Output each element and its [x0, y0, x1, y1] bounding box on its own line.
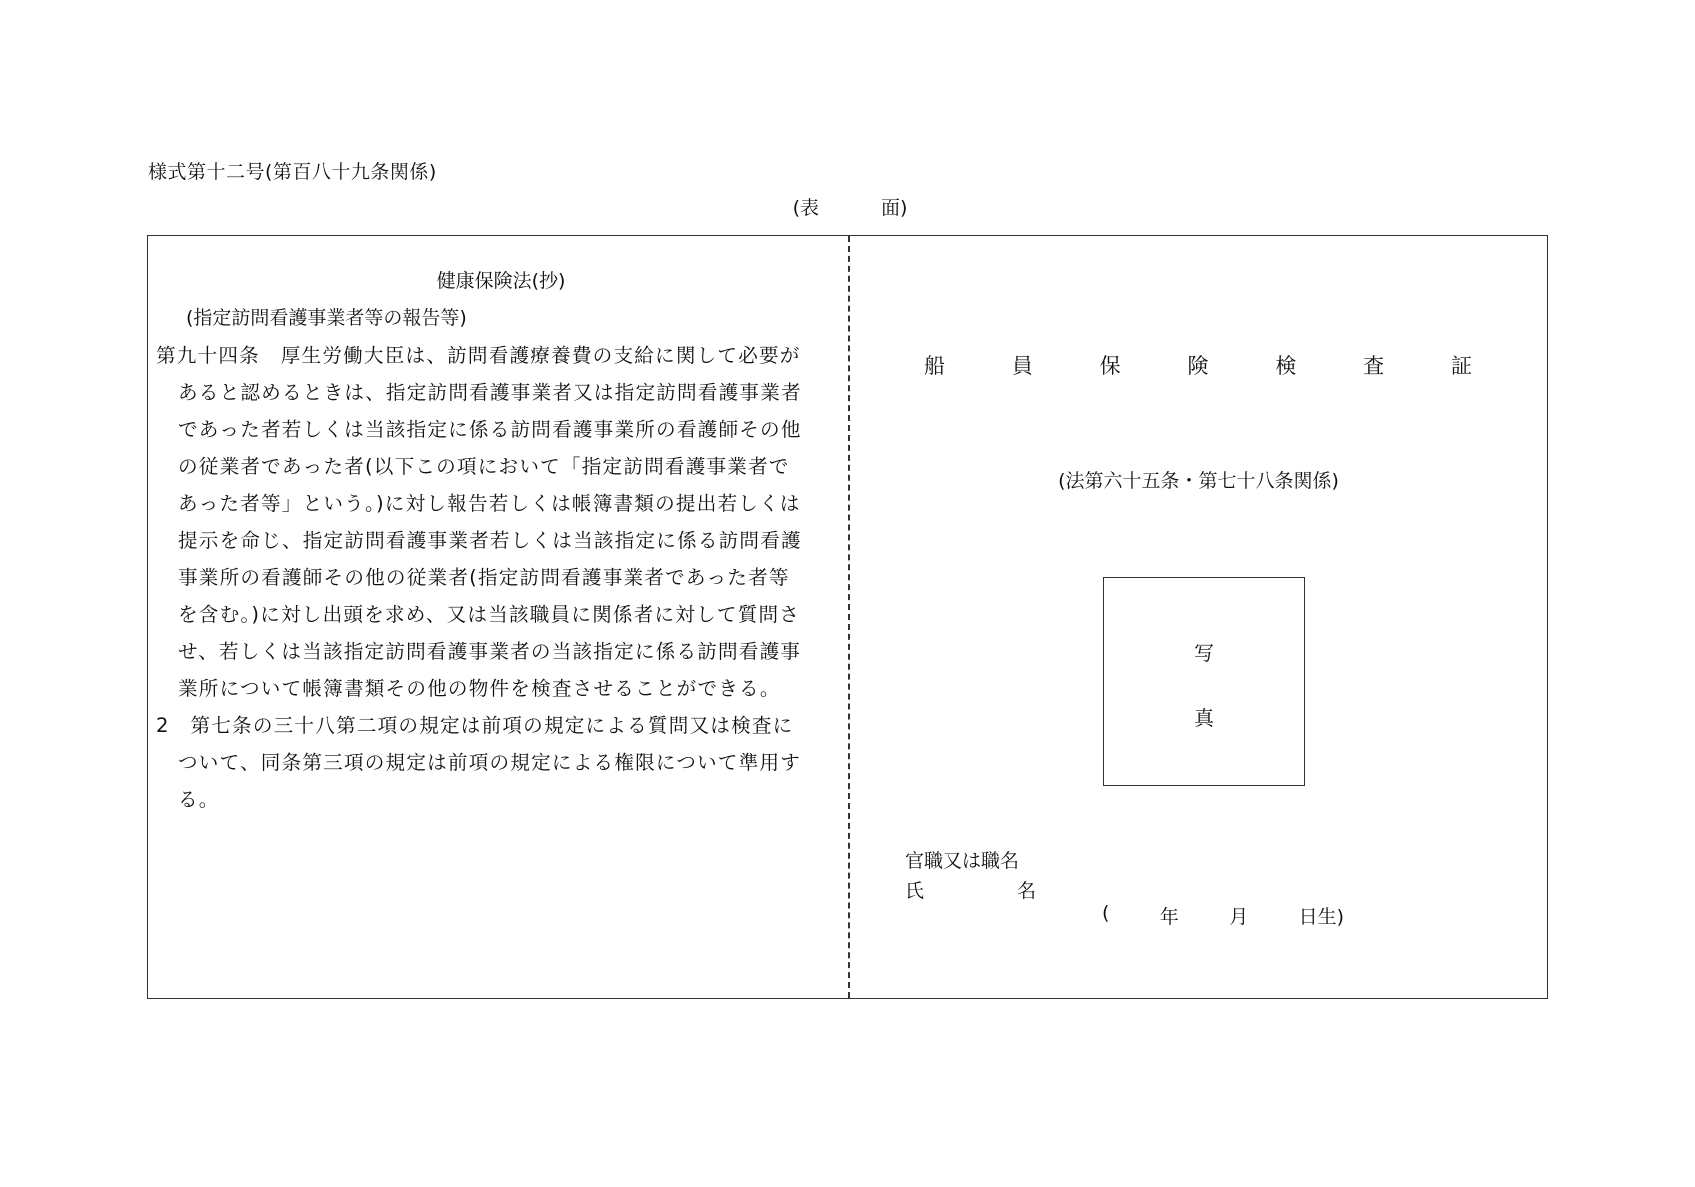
- photo-label: 真: [1194, 706, 1214, 730]
- name-label: [905, 876, 1036, 903]
- certificate-title-char: 検: [1275, 354, 1297, 378]
- birth-date-part: 日生): [1298, 906, 1344, 928]
- law-line: あった者等」という。)に対し報告若しくは帳簿書類の提出若しくは: [178, 492, 801, 515]
- name-label-char: 名: [1016, 880, 1036, 902]
- law-line: 事業所の看護師その他の従業者(指定訪問看護事業者であった者等: [178, 566, 790, 589]
- law-body: [156, 337, 846, 818]
- birth-date-part: 年: [1159, 906, 1179, 928]
- birth-date-part: 月: [1229, 906, 1249, 928]
- law-line: 2 第七条の三十八第二項の規定は前項の規定による質問又は検査に: [156, 714, 794, 737]
- certificate-panel: [850, 236, 1547, 998]
- certificate-title-char: 査: [1363, 354, 1385, 378]
- law-line: の従業者であった者(以下この項において「指定訪問看護事業者で: [178, 455, 790, 478]
- law-line: 第九十四条 厚生労働大臣は、訪問看護療養費の支給に関して必要が: [156, 344, 801, 367]
- photo-label: 写: [1194, 641, 1214, 665]
- certificate-title-char: 員: [1011, 354, 1033, 378]
- name-label-char: 氏: [905, 880, 925, 902]
- law-line: ついて、同条第三項の規定は前項の規定による権限について準用す: [178, 751, 802, 774]
- law-line: 業所について帳簿書類その他の物件を検査させることができる。: [178, 677, 781, 700]
- law-caption: (指定訪問看護事業者等の報告等): [186, 307, 467, 329]
- certificate-title-char: 証: [1450, 354, 1472, 378]
- law-line: であった者若しくは当該指定に係る訪問看護事業所の看護師その他: [178, 418, 802, 441]
- law-line: を含む。)に対し出頭を求め、又は当該職員に関係者に対して質問さ: [178, 603, 801, 626]
- law-line: 提示を命じ、指定訪問看護事業者若しくは当該指定に係る訪問看護: [178, 529, 802, 552]
- certificate-title-char: 船: [924, 354, 945, 378]
- side-label-part: 面): [881, 197, 908, 219]
- law-title: 健康保険法(抄): [436, 270, 566, 292]
- certificate-title-char: 保: [1099, 354, 1121, 378]
- law-reference: (法第六十五条・第七十八条関係): [1058, 470, 1339, 492]
- form-number: 様式第十二号(第百八十九条関係): [148, 161, 437, 183]
- photo-box: [1103, 577, 1305, 786]
- law-line: あると認めるときは、指定訪問看護事業者又は指定訪問看護事業者: [178, 381, 802, 404]
- inspection-card: [147, 235, 1548, 999]
- birth-date: [1102, 902, 1344, 929]
- side-label-part: (表: [792, 197, 819, 219]
- certificate-title: [924, 350, 1472, 380]
- law-line: せ、若しくは当該指定訪問看護事業者の当該指定に係る訪問看護事: [178, 640, 802, 663]
- side-label: [775, 193, 925, 220]
- birth-date-part: (: [1102, 902, 1110, 924]
- official-title-label: 官職又は職名: [905, 850, 1020, 872]
- certificate-title-char: 険: [1187, 354, 1209, 378]
- law-line: る。: [178, 788, 220, 811]
